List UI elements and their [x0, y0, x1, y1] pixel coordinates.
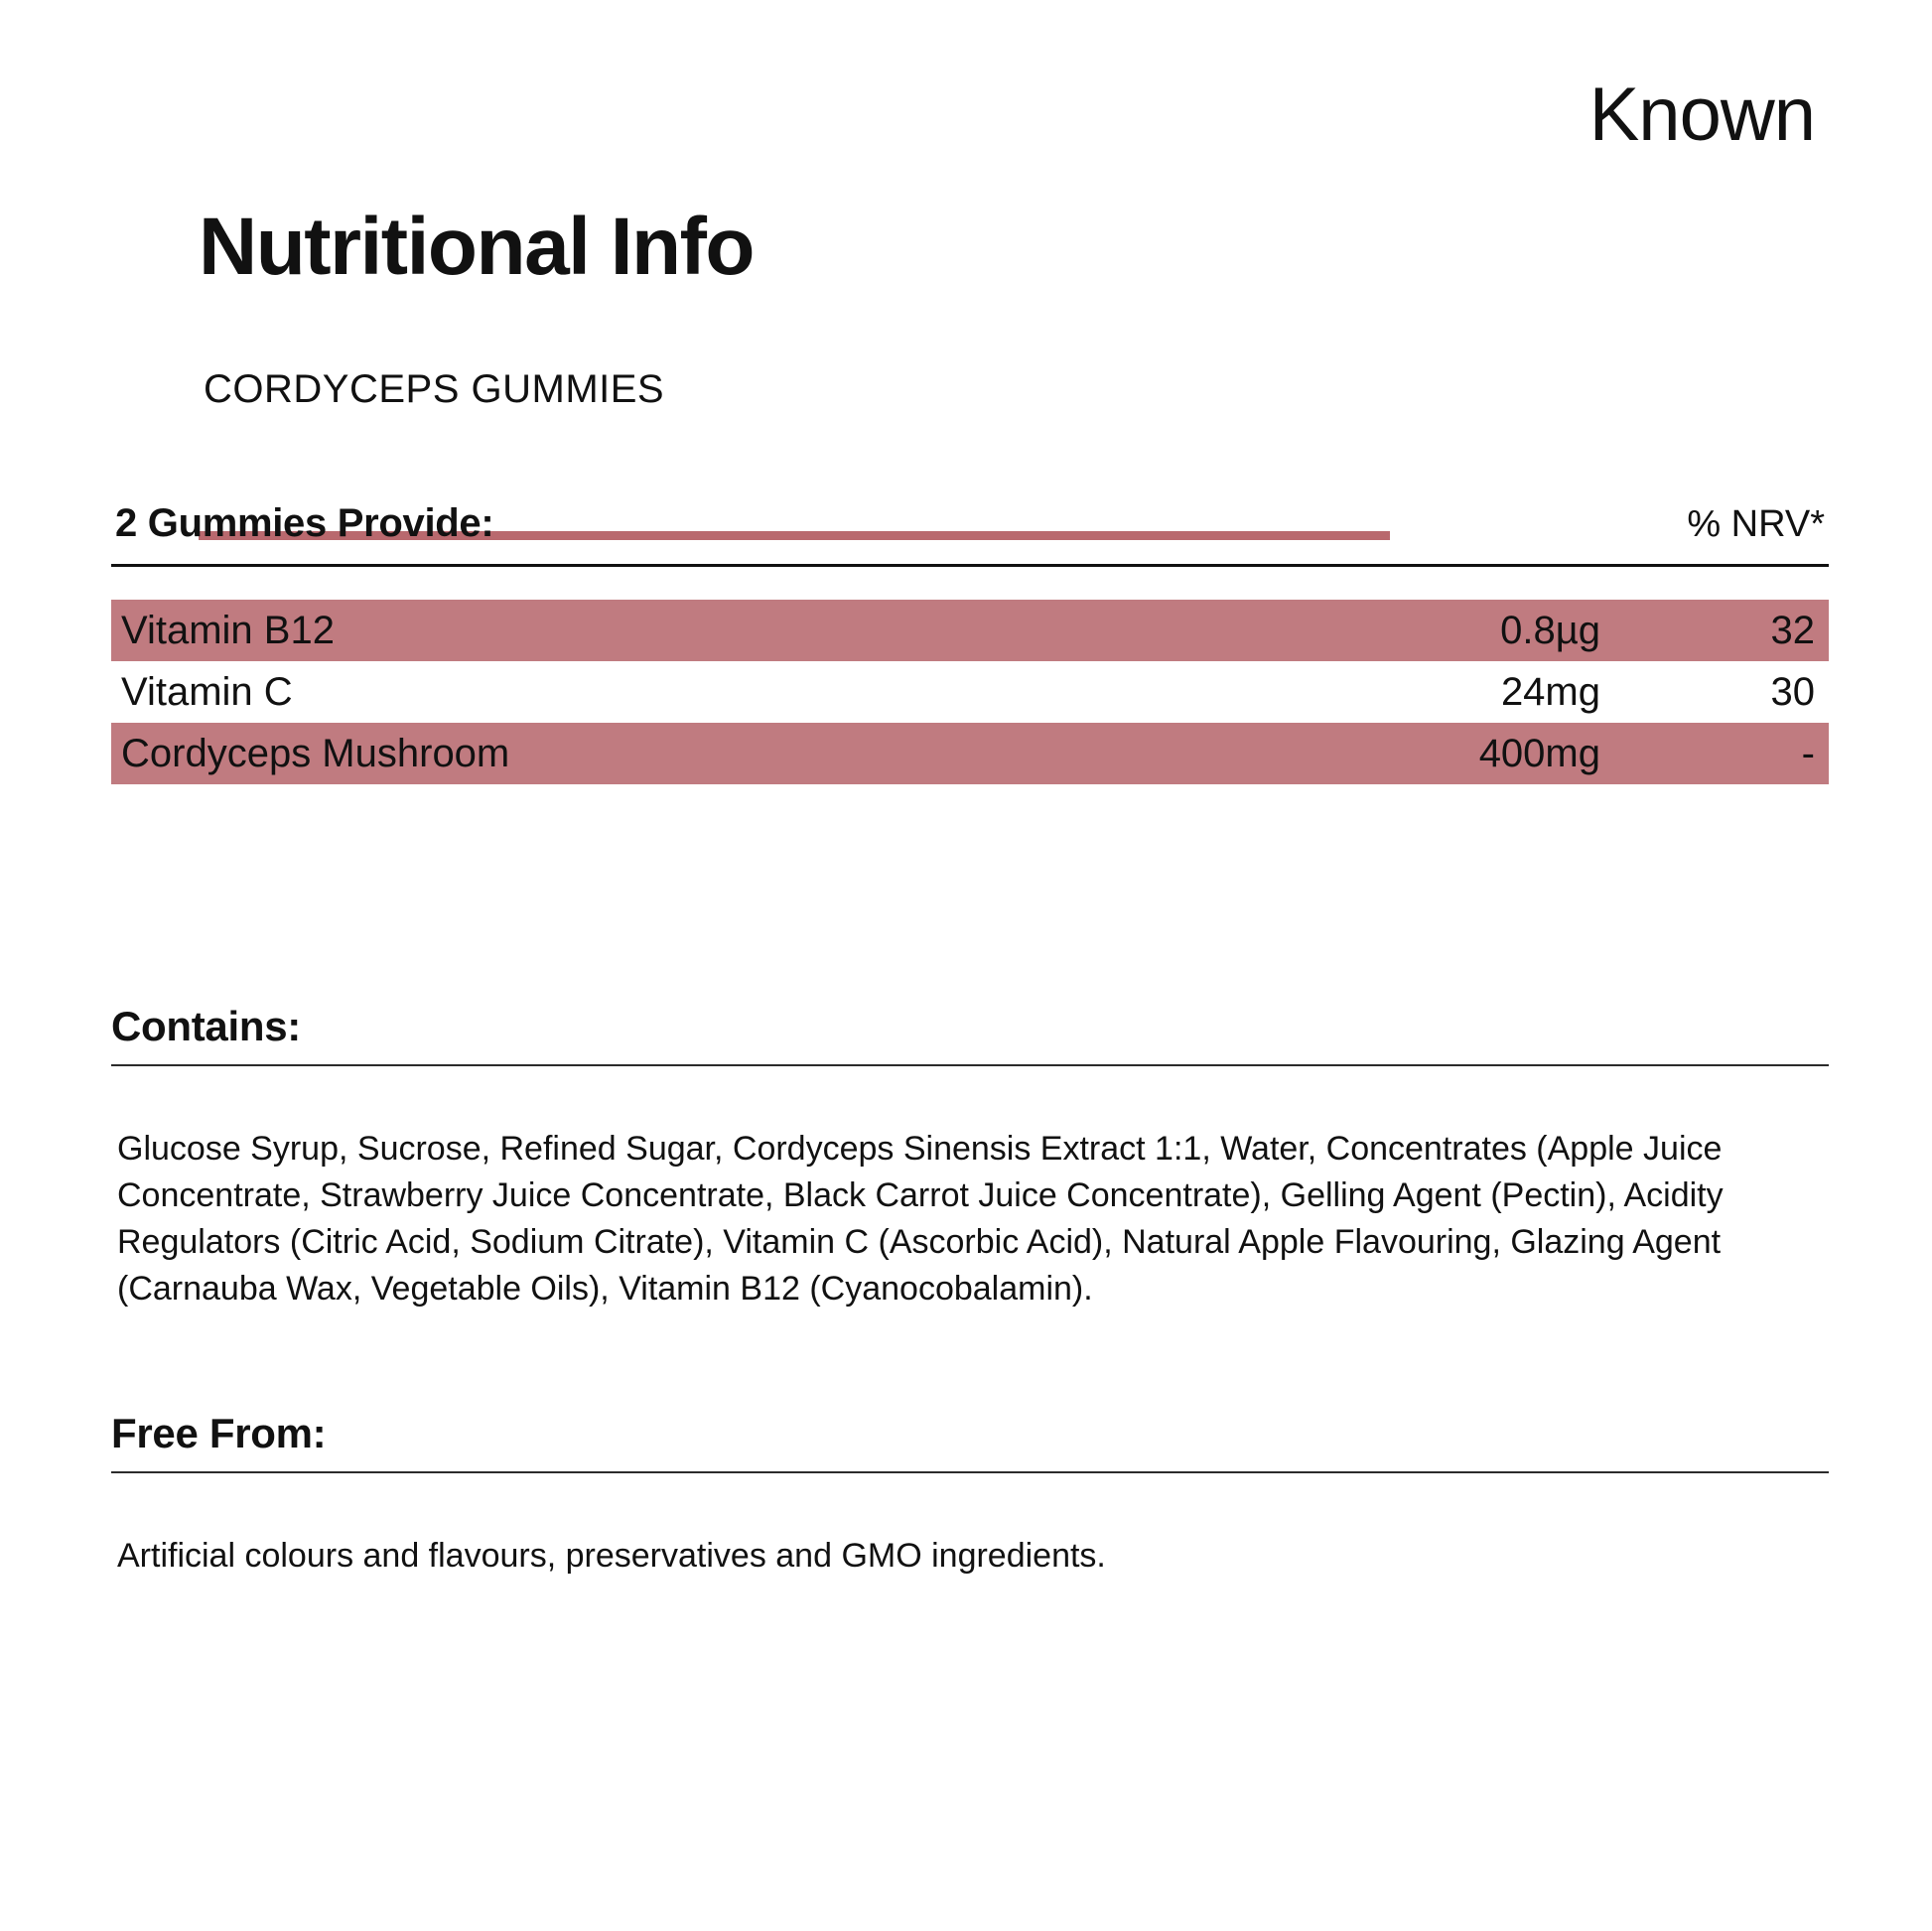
free-from-divider: [111, 1471, 1829, 1473]
nutrient-amount: 24mg: [1500, 669, 1600, 714]
serving-label: 2 Gummies Provide:: [115, 501, 494, 545]
nutrient-amount: 0.8µg: [1500, 608, 1600, 652]
nrv-label: % NRV*: [1687, 503, 1825, 545]
title-block: [199, 202, 755, 292]
contains-section: [111, 1003, 1829, 1346]
nutrient-nrv: 30: [1770, 669, 1815, 714]
nutrient-nrv: -: [1801, 731, 1815, 775]
ingredients-text: Glucose Syrup, Sucrose, Refined Sugar, Cordyceps Sinensis Extract 1:1, Water, Concentrates (Apple Juice Concentrate, Strawberry Juice Concentrate, Black Carrot Juice Concentrate), Gelling Agent (Pectin), Acidity Regulators (Citric Acid, Sodium Citrate), Vitamin C (Ascorbic Acid), Natural Apple Flavouring, Glazing Agent (Carnauba Wax, Vegetable Oils), Vitamin B12 (Cyanocobalamin).: [117, 1130, 1724, 1308]
nutrient-name: Cordyceps Mushroom: [121, 731, 510, 775]
table-row: [111, 600, 1829, 661]
product-subtitle: CORDYCEPS GUMMIES: [204, 367, 665, 411]
table-row: [111, 661, 1829, 723]
nutrient-name: Vitamin C: [121, 669, 293, 714]
free-from-heading: Free From:: [111, 1410, 327, 1456]
free-from-text: Artificial colours and flavours, preservatives and GMO ingredients.: [117, 1537, 1106, 1575]
free-from-section: [111, 1410, 1829, 1613]
nutrient-amount: 400mg: [1478, 731, 1600, 775]
brand-logo: Known: [1588, 72, 1815, 157]
nutrition-table-header: [111, 501, 1829, 567]
nutrition-table: [111, 501, 1829, 784]
nutrition-table-body: [111, 600, 1829, 784]
table-row: [111, 723, 1829, 784]
nutrient-name: Vitamin B12: [121, 608, 335, 652]
page-title: Nutritional Info: [199, 202, 755, 292]
nutrient-nrv: 32: [1770, 608, 1815, 652]
contains-divider: [111, 1064, 1829, 1066]
contains-heading: Contains:: [111, 1003, 301, 1049]
